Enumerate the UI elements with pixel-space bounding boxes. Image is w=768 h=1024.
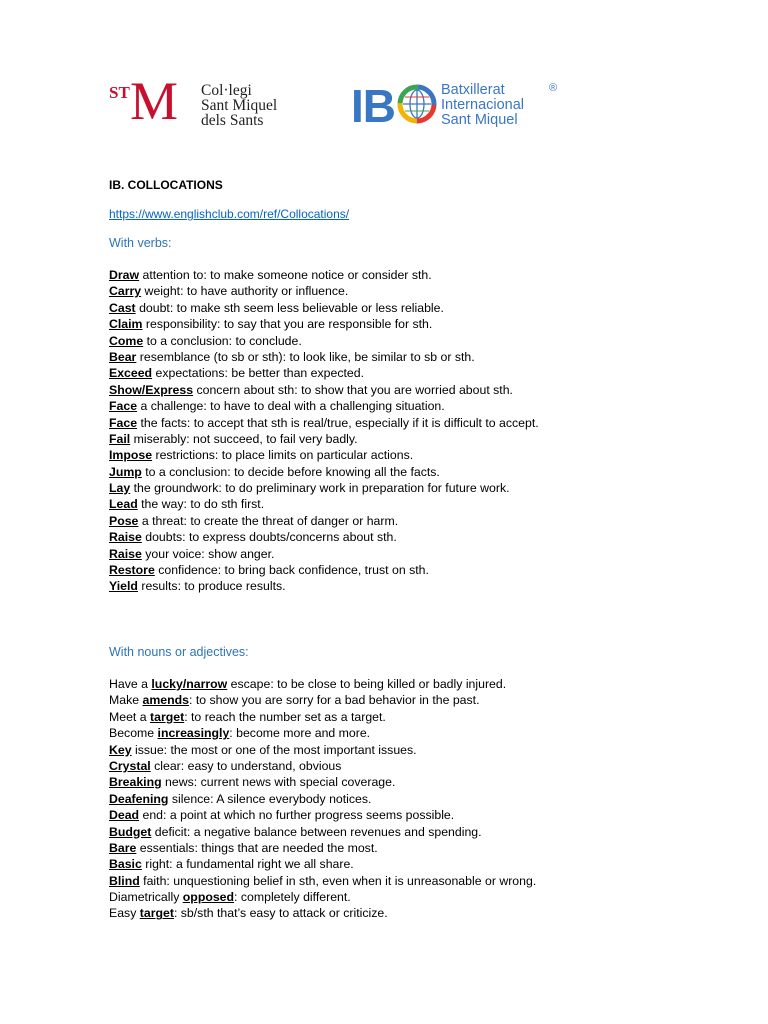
collocation-item [109, 267, 539, 283]
noun-adjective-collocation-list [109, 676, 536, 922]
collocation-text: doubt: to make sth seem less believable or less reliable. [135, 300, 444, 315]
collocation-keyword: target [139, 906, 174, 921]
collocation-item [109, 283, 539, 299]
collocation-item [109, 840, 536, 856]
ib-program-line: Batxillerat [441, 82, 505, 98]
collocation-keyword: Yield [109, 579, 138, 594]
collocation-item [109, 333, 539, 349]
ib-mark: IB [351, 80, 395, 132]
school-name-line: Col·legi [201, 82, 252, 99]
collocation-text: to a conclusion: to conclude. [143, 333, 302, 348]
collocation-keyword: Face [109, 415, 138, 430]
collocation-keyword: Impose [109, 448, 153, 463]
ib-program-name [441, 82, 558, 128]
registered-mark: ® [549, 82, 558, 94]
reference-link[interactable]: https://www.englishclub.com/ref/Collocations/ [109, 207, 350, 221]
collocation-text: Become [109, 726, 158, 741]
collocation-text: right: a fundamental right we all share. [141, 857, 354, 872]
collocation-text: miserably: not succeed, to fail very badly. [130, 431, 358, 446]
collocation-item [109, 365, 539, 381]
collocation-keyword: Draw [109, 268, 140, 282]
collocation-text: your voice: show anger. [141, 546, 275, 561]
collocation-keyword: Cast [109, 300, 136, 315]
ib-program-line: Sant Miquel [441, 112, 518, 128]
collocation-keyword: Dead [109, 808, 140, 823]
collocation-text: silence: A silence everybody notices. [168, 791, 372, 806]
collocation-keyword: Lead [109, 497, 138, 512]
collocation-text: Meet a [109, 709, 151, 724]
section-heading-nouns-adjectives: With nouns or adjectives: [109, 645, 249, 659]
collocation-keyword: amends [142, 693, 189, 708]
collocation-keyword: opposed [182, 890, 235, 905]
collocation-keyword: Budget [109, 824, 152, 839]
collocation-item [109, 480, 539, 496]
collocation-keyword: Bear [109, 349, 137, 364]
section-heading-verbs: With verbs: [109, 236, 172, 250]
ib-logo [351, 80, 558, 132]
collocation-item [109, 889, 536, 905]
collocation-text: responsibility: to say that you are responsible for sth. [142, 317, 433, 332]
collocation-text: the groundwork: to do preliminary work in preparation for future work. [130, 481, 510, 496]
school-name-line: dels Sants [201, 112, 264, 129]
globe-icon [397, 84, 437, 124]
verb-collocation-list [109, 267, 539, 595]
collocation-text: : completely different. [234, 890, 351, 905]
collocation-keyword: Deafening [109, 791, 169, 806]
collocation-item [109, 807, 536, 823]
collocation-keyword: Raise [109, 546, 142, 561]
stm-mark-st: ST [109, 83, 130, 102]
collocation-text: : sb/sth that’s easy to attack or criticize. [173, 906, 388, 921]
collocation-keyword: Basic [109, 857, 142, 872]
collocation-item [109, 791, 536, 807]
collocation-text: Make [109, 693, 143, 708]
ib-program-line: Internacional [441, 97, 525, 113]
collocation-text: restrictions: to place limits on particular actions. [152, 448, 414, 463]
collocation-text: results: to produce results. [137, 579, 286, 594]
collocation-keyword: Restore [109, 563, 155, 578]
collocation-keyword: target [150, 709, 185, 724]
collocation-item [109, 431, 539, 447]
collocation-text: escape: to be close to being killed or badly injured. [227, 677, 507, 691]
collocation-text: to a conclusion: to decide before knowing all the facts. [141, 464, 440, 479]
collocation-item [109, 692, 536, 708]
collocation-keyword: Jump [109, 464, 142, 479]
collocation-item [109, 725, 536, 741]
collocation-item [109, 496, 539, 512]
collocation-text: confidence: to bring back confidence, trust on sth. [154, 563, 429, 578]
collocation-text: a challenge: to have to deal with a challenging situation. [137, 399, 445, 414]
collocation-keyword: Face [109, 399, 138, 414]
collocation-keyword: Crystal [109, 758, 151, 773]
collocation-keyword: lucky/narrow [151, 677, 228, 691]
collocation-text: expectations: be better than expected. [152, 366, 365, 381]
collocation-item [109, 774, 536, 790]
collocation-text: essentials: things that are needed the most. [136, 840, 378, 855]
collocation-keyword: Exceed [109, 366, 153, 381]
collocation-text: : to show you are sorry for a bad behavior in the past. [188, 693, 480, 708]
collocation-keyword: Come [109, 333, 144, 348]
collocation-text: clear: easy to understand, obvious [150, 758, 342, 773]
collocation-keyword: Claim [109, 317, 143, 332]
collocation-text: : become more and more. [229, 726, 371, 741]
collocation-item [109, 742, 536, 758]
collocation-text: concern about sth: to show that you are worried about sth. [193, 382, 513, 397]
collocation-text: news: current news with special coverage. [161, 775, 396, 790]
collocation-item [109, 562, 539, 578]
collocation-item [109, 856, 536, 872]
collocation-text: attention to: to make someone notice or consider sth. [139, 268, 432, 282]
collocation-keyword: Raise [109, 530, 142, 545]
collocation-item [109, 529, 539, 545]
collocation-text: a threat: to create the threat of danger or harm. [138, 513, 399, 528]
collocation-text: Have a [109, 677, 152, 691]
school-logo [109, 71, 278, 131]
document-title: IB. COLLOCATIONS [109, 178, 223, 192]
collocation-keyword: Breaking [109, 775, 162, 790]
school-name-line: Sant Miquel [201, 97, 278, 114]
collocation-item [109, 382, 539, 398]
collocation-text: Easy [109, 906, 140, 921]
collocation-text: the way: to do sth first. [137, 497, 265, 512]
collocation-keyword: Show/Express [109, 382, 194, 397]
collocation-item [109, 415, 539, 431]
collocation-item [109, 300, 539, 316]
collocation-item [109, 349, 539, 365]
collocation-item [109, 546, 539, 562]
collocation-item [109, 513, 539, 529]
collocation-item [109, 758, 536, 774]
collocation-item [109, 578, 539, 594]
stm-mark-m: M [130, 71, 179, 131]
collocation-keyword: Fail [109, 431, 131, 446]
school-name [201, 83, 277, 128]
collocation-item [109, 709, 536, 725]
collocation-text: end: a point at which no further progress seems possible. [139, 808, 455, 823]
collocation-keyword: Lay [109, 481, 131, 496]
collocation-item [109, 398, 539, 414]
collocation-item [109, 824, 536, 840]
collocation-text: : to reach the number set as a target. [184, 709, 386, 724]
collocation-item [109, 905, 536, 921]
collocation-keyword: Pose [109, 513, 139, 528]
collocation-keyword: increasingly [157, 726, 230, 741]
collocation-text: deficit: a negative balance between revenues and spending. [151, 824, 482, 839]
collocation-item [109, 676, 536, 692]
collocation-keyword: Carry [109, 284, 142, 299]
collocation-text: Diametrically [109, 890, 183, 905]
collocation-text: weight: to have authority or influence. [141, 284, 349, 299]
collocation-item [109, 447, 539, 463]
collocation-keyword: Key [109, 742, 132, 757]
collocation-text: resemblance (to sb or sth): to look like, be similar to sb or sth. [136, 349, 475, 364]
collocation-item [109, 873, 536, 889]
collocation-text: issue: the most or one of the most important issues. [131, 742, 417, 757]
collocation-text: faith: unquestioning belief in sth, even when it is unreasonable or wrong. [139, 873, 537, 888]
stm-monogram [109, 71, 191, 131]
collocation-item [109, 316, 539, 332]
collocation-keyword: Bare [109, 840, 137, 855]
collocation-text: doubts: to express doubts/concerns about sth. [141, 530, 397, 545]
collocation-text: the facts: to accept that sth is real/true, especially if it is difficult to accept. [137, 415, 539, 430]
collocation-keyword: Blind [109, 873, 140, 888]
collocation-item [109, 464, 539, 480]
